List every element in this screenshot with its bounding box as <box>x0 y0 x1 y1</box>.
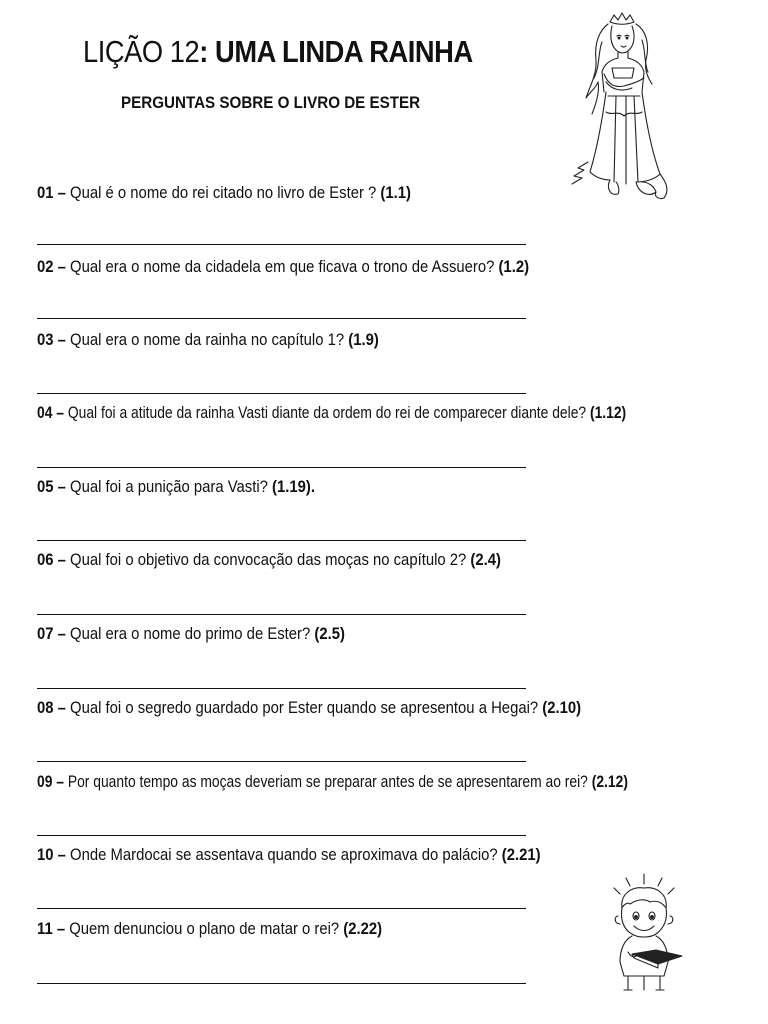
question-text: Quem denunciou o plano de matar o rei? <box>65 920 344 938</box>
question-9 <box>37 773 628 792</box>
question-number: 06 – <box>37 551 66 569</box>
page-subtitle: PERGUNTAS SOBRE O LIVRO DE ESTER <box>121 94 421 112</box>
answer-line[interactable] <box>37 540 526 541</box>
question-4 <box>37 404 626 423</box>
question-11 <box>37 920 382 939</box>
question-reference: (1.9) <box>348 331 379 349</box>
question-text: Por quanto tempo as moças deveriam se preparar antes de se apresentarem ao rei? <box>63 773 592 791</box>
answer-line[interactable] <box>37 761 526 762</box>
answer-line[interactable] <box>37 393 526 394</box>
question-number: 03 – <box>37 331 66 349</box>
question-reference: (2.4) <box>470 551 501 569</box>
question-reference: (2.5) <box>314 625 345 643</box>
page-title <box>83 34 473 70</box>
question-text: Qual foi o objetivo da convocação das moças no capítulo 2? <box>65 551 471 569</box>
question-7 <box>37 625 345 644</box>
question-2 <box>37 258 529 277</box>
question-reference: (1.1) <box>380 184 411 202</box>
question-number: 07 – <box>37 625 66 643</box>
question-3 <box>37 331 379 350</box>
question-number: 01 – <box>37 184 66 202</box>
question-text: Qual era o nome do primo de Ester? <box>65 625 315 643</box>
question-number: 02 – <box>37 258 66 276</box>
question-text: Qual foi a punição para Vasti? <box>65 478 273 496</box>
boy-reading-illustration <box>598 872 690 994</box>
question-8 <box>37 699 581 718</box>
answer-line[interactable] <box>37 835 526 836</box>
question-text: Qual foi a atitude da rainha Vasti diante da ordem do rei de comparecer diante dele? <box>63 404 590 422</box>
answer-line[interactable] <box>37 318 526 319</box>
answer-line[interactable] <box>37 467 526 468</box>
queen-esther-illustration <box>560 12 690 212</box>
question-text: Qual é o nome do rei citado no livro de Ester ? <box>65 184 381 202</box>
question-number: 10 – <box>37 846 66 864</box>
title-prefix: LIÇÃO 12 <box>83 34 200 69</box>
question-text: Onde Mardocai se assentava quando se aproximava do palácio? <box>65 846 502 864</box>
question-reference: (2.21) <box>501 846 541 864</box>
title-suffix: : UMA LINDA RAINHA <box>199 34 473 69</box>
question-number: 11 – <box>37 920 66 938</box>
question-text: Qual foi o segredo guardado por Ester quando se apresentou a Hegai? <box>65 699 543 717</box>
question-number: 05 – <box>37 478 66 496</box>
question-reference: (2.10) <box>542 699 582 717</box>
question-reference: (1.19). <box>272 478 315 496</box>
question-reference: (1.12) <box>589 404 627 422</box>
question-1 <box>37 184 411 203</box>
question-number: 09 – <box>37 773 64 791</box>
answer-line[interactable] <box>37 908 526 909</box>
question-text: Qual era o nome da rainha no capítulo 1? <box>65 331 349 349</box>
question-number: 04 – <box>37 404 64 422</box>
question-6 <box>37 551 501 570</box>
question-10 <box>37 846 541 865</box>
question-reference: (1.2) <box>498 258 530 276</box>
answer-line[interactable] <box>37 244 526 245</box>
question-reference: (2.12) <box>591 773 628 791</box>
question-text: Qual era o nome da cidadela em que ficava o trono de Assuero? <box>65 258 499 276</box>
answer-line[interactable] <box>37 983 526 984</box>
answer-line[interactable] <box>37 688 526 689</box>
question-number: 08 – <box>37 699 66 717</box>
answer-line[interactable] <box>37 614 526 615</box>
question-reference: (2.22) <box>343 920 383 938</box>
question-5 <box>37 478 315 497</box>
